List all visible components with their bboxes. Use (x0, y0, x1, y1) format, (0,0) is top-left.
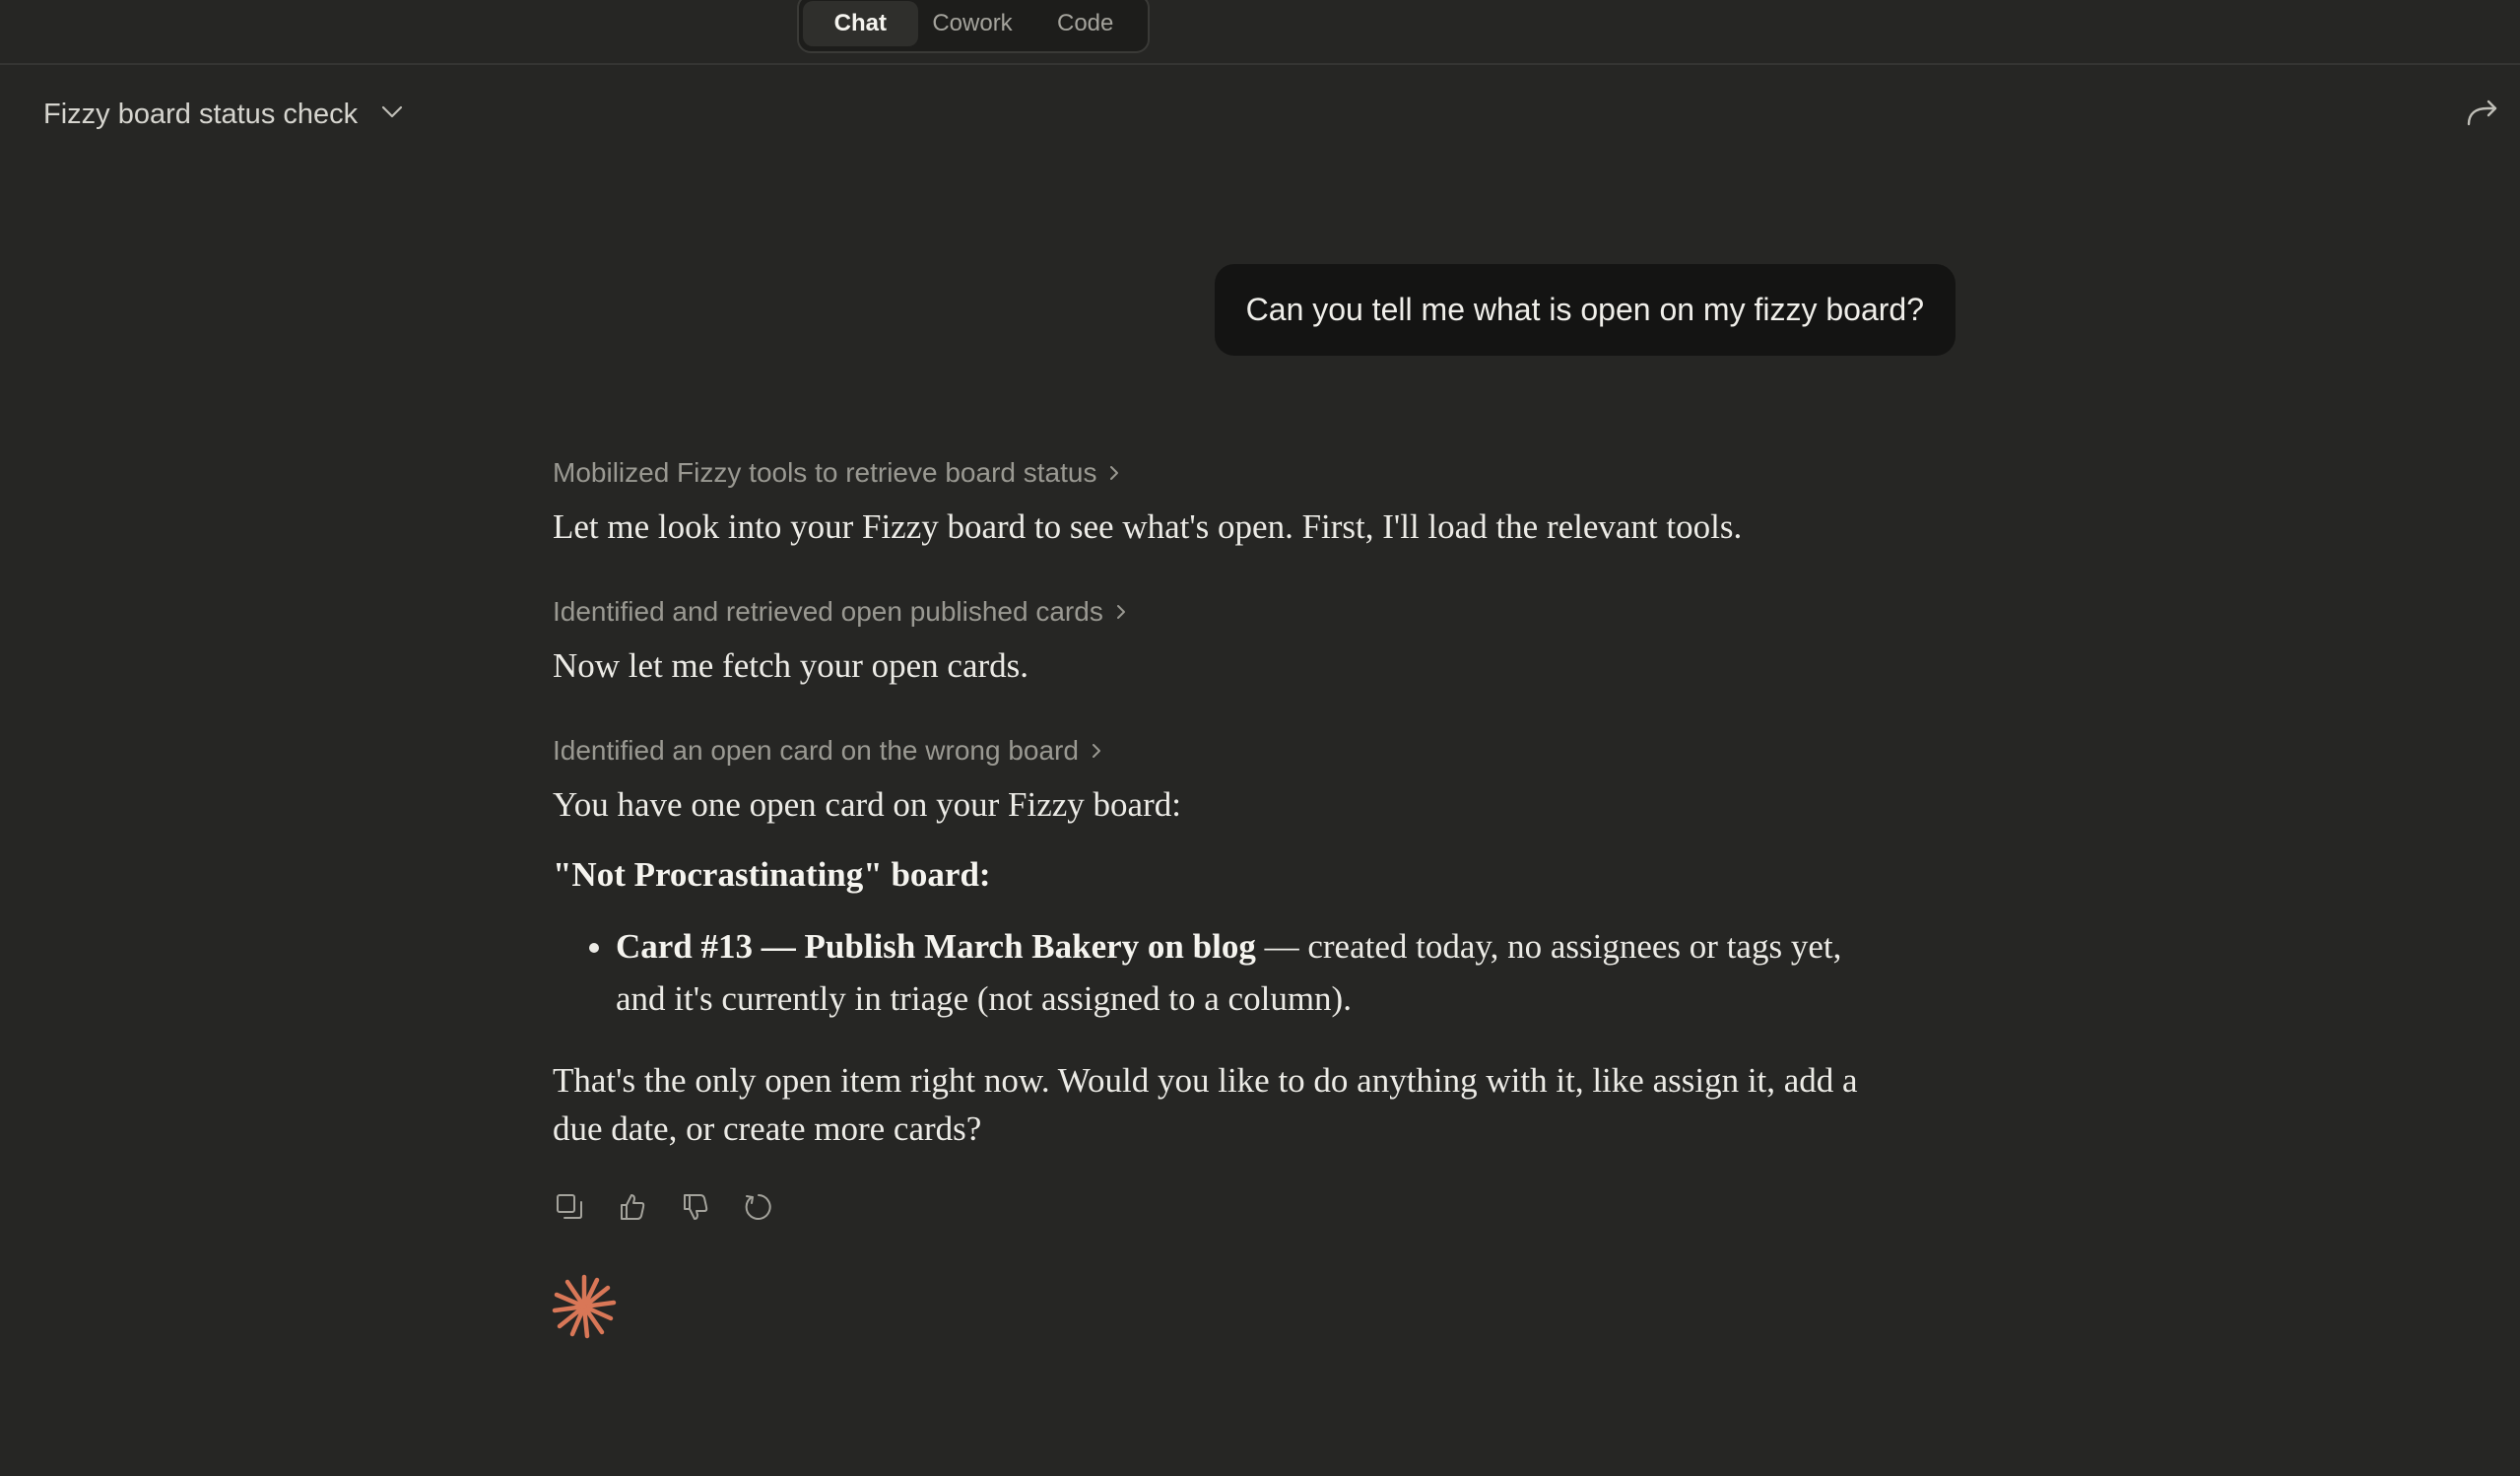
share-arrow-icon (2466, 98, 2499, 132)
thumbs-down-icon (681, 1192, 710, 1227)
card-list (553, 920, 1892, 1025)
response-paragraph: Now let me fetch your open cards. (553, 646, 1029, 685)
tab-code[interactable]: Code (1057, 10, 1114, 36)
conversation-title: Fizzy board status check (43, 98, 359, 130)
board-heading: "Not Procrastinating" board: (553, 855, 991, 894)
thinking-step-1[interactable] (553, 451, 1120, 495)
step-label: Identified and retrieved open published cards (553, 596, 1103, 627)
copy-icon (555, 1192, 584, 1227)
user-message-bubble (1215, 264, 1956, 356)
mode-switcher (797, 0, 1150, 53)
thumbs-up-icon (618, 1192, 647, 1227)
thumbs-down-button[interactable] (679, 1192, 712, 1226)
list-item (616, 920, 1892, 1025)
top-bar (0, 0, 2520, 65)
chevron-right-icon (1115, 596, 1127, 628)
user-message-text: Can you tell me what is open on my fizzy board? (1245, 292, 1924, 327)
chevron-right-icon (1108, 457, 1120, 489)
step-label: Identified an open card on the wrong board (553, 735, 1079, 766)
message-actions (553, 1192, 1892, 1226)
thinking-step-3[interactable] (553, 729, 1102, 772)
assistant-response (553, 451, 1892, 1340)
chevron-right-icon (1091, 735, 1102, 767)
card-title: Card #13 — Publish March Bakery on blog (616, 927, 1256, 966)
retry-icon (743, 1191, 774, 1228)
thinking-step-2[interactable] (553, 590, 1127, 634)
conversation-title-dropdown[interactable] (43, 91, 403, 138)
tab-cowork[interactable]: Cowork (932, 10, 1013, 36)
closing-paragraph: That's the only open item right now. Would you like to do anything with it, like assign it, add a due date, or create more cards? (553, 1061, 1858, 1148)
response-paragraph: You have one open card on your Fizzy board: (553, 785, 1181, 824)
retry-button[interactable] (742, 1192, 775, 1226)
card-detail: — created today, no assignees or tags yet, and it's currently in triage (not assigned to a column). (616, 927, 1842, 1018)
response-paragraph: Let me look into your Fizzy board to see what's open. First, I'll load the relevant tools. (553, 507, 1743, 546)
share-button[interactable] (2463, 95, 2502, 134)
step-label: Mobilized Fizzy tools to retrieve board status (553, 457, 1097, 488)
tab-chat[interactable]: Chat (803, 1, 918, 46)
claude-spark-icon (551, 1273, 618, 1340)
thumbs-up-button[interactable] (616, 1192, 649, 1226)
copy-button[interactable] (553, 1192, 586, 1226)
chevron-down-icon (381, 105, 403, 124)
